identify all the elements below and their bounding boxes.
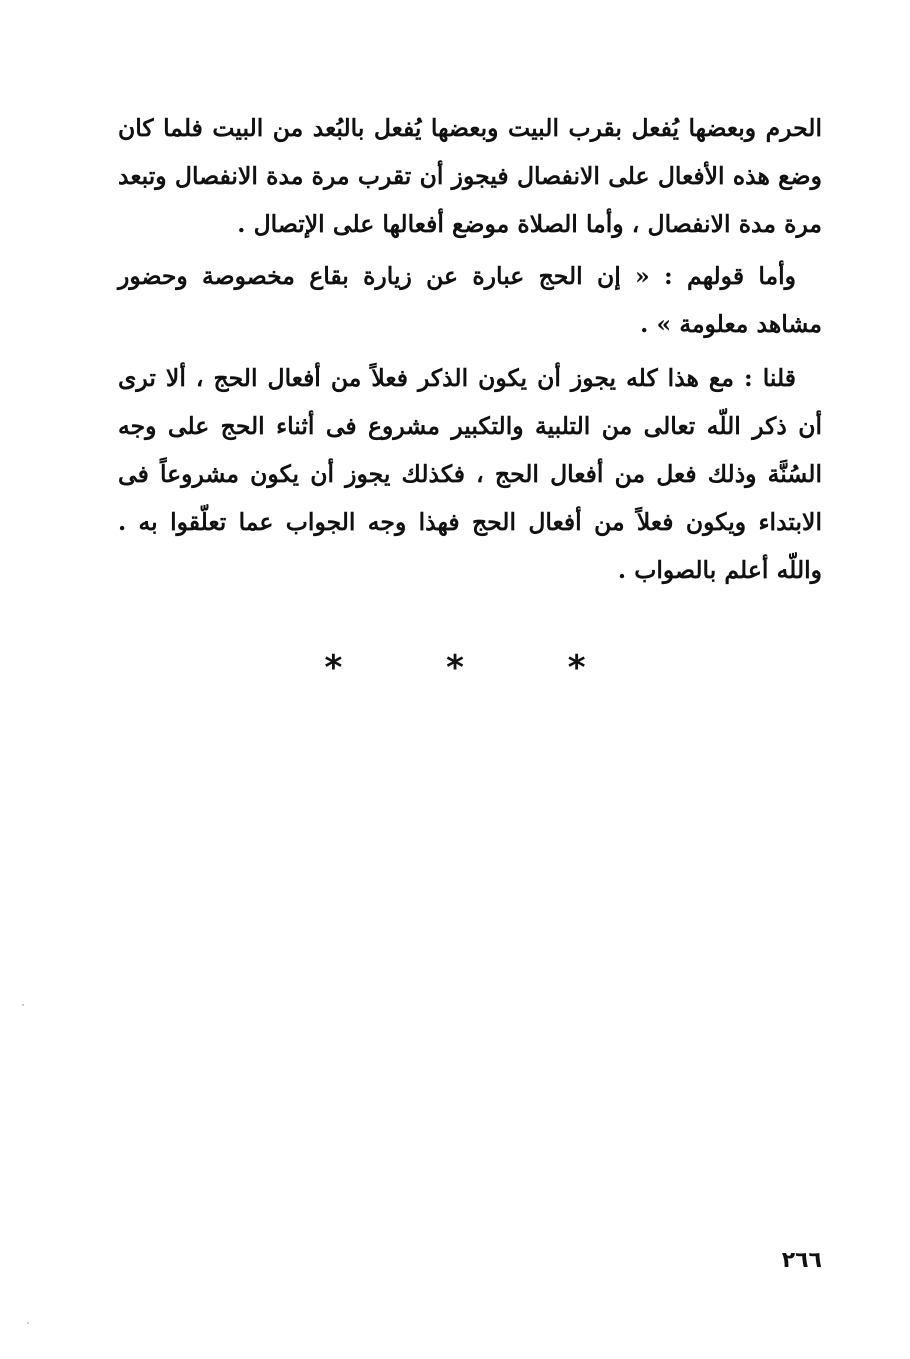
paragraph-1 — [118, 104, 822, 248]
paper-speck — [27, 1322, 29, 1324]
separator-asterisks: * * * — [324, 648, 632, 688]
paragraph-2 — [118, 252, 822, 348]
paragraph-1-text: الحرم وبعضها يُفعل بقرب البيت وبعضها يُفعل بالبُعد من البيت فلما كان وضع هذه الأفعال على الانفصال فيجوز أن تقرب مرة مدة الانفصال وتبعد مرة مدة الانفصال ، وأما الصلاة موضع أفعالها على الإتصال . — [118, 114, 822, 238]
page-number: ٢٦٦ — [781, 1248, 822, 1273]
section-separator — [0, 648, 910, 688]
paper-speck — [22, 1004, 24, 1006]
paragraph-2-text: وأما قولهم : « إن الحج عبارة عن زيارة بقاع مخصوصة وحضور مشاهد معلومة » . — [118, 262, 822, 338]
paragraph-3-text: قلنا : مع هذا كله يجوز أن يكون الذكر فعلاً من أفعال الحج ، ألا ترى أن ذكر اللّه تعالى من التلبية والتكبير مشروع فى أثناء الحج على وجه السُنَّة وذلك فعل من أفعال الحج ، فكذلك يجوز أن يكون مشروعاً فى الابتداء ويكون فعلاً من أفعال الحج فهذا وجه الجواب عما تعلّقوا به . واللّه أعلم بالصواب . — [118, 364, 822, 584]
paragraph-3 — [118, 354, 822, 594]
